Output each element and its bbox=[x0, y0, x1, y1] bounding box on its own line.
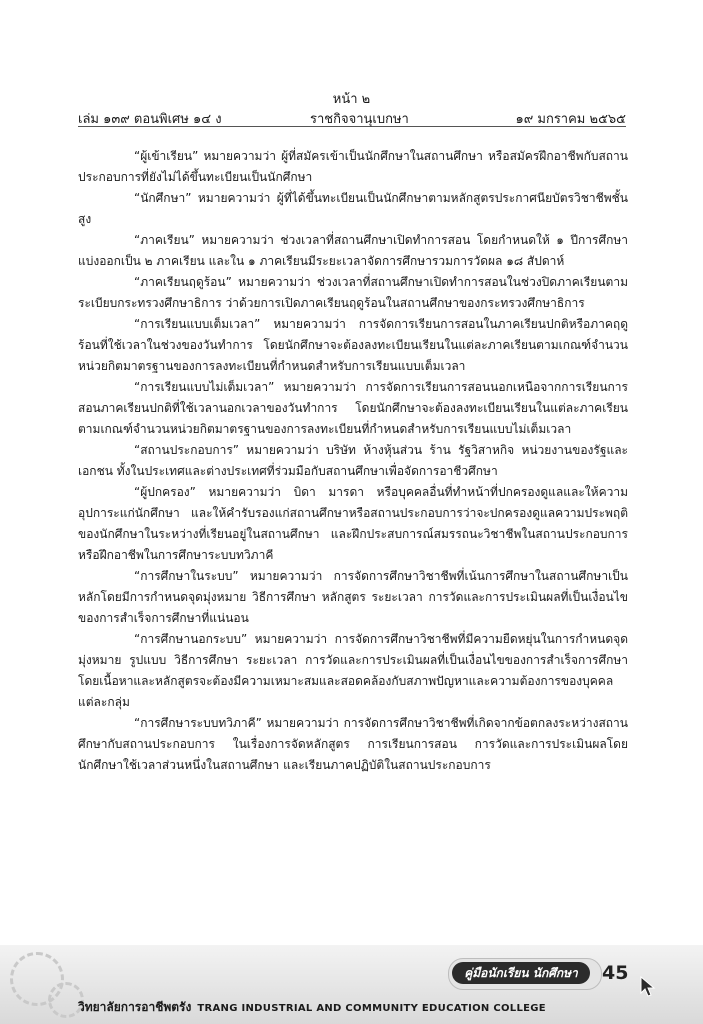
issue-date: ๑๙ มกราคม ๒๕๖๕ bbox=[515, 112, 626, 127]
college-name-thai: วิทยาลัยการอาชีพตรัง bbox=[78, 1000, 192, 1014]
document-body bbox=[78, 146, 628, 776]
definition-paragraph: “การเรียนแบบเต็มเวลา” หมายความว่า การจัดการเรียนการสอนในภาคเรียนปกติหรือภาคฤดูร้อนที่ใช้เวลาในช่วงของวันทำการ โดยนักศึกษาจะต้องลงทะเบียนเรียนในแต่ละภาคเรียนตามเกณฑ์จำนวนหน่วยกิตมาตรฐานของการลงทะเบียนที่กำหนดสำหรับการเรียนแบบเต็มเวลา bbox=[78, 317, 628, 373]
definition-paragraph: “การศึกษาระบบทวิภาคี” หมายความว่า การจัดการศึกษาวิชาชีพที่เกิดจากข้อตกลงระหว่างสถานศึกษากับสถานประกอบการ ในเรื่องการจัดหลักสูตร การเรียนการสอน การวัดและการประเมินผลโดยนักศึกษาใช้เวลาส่วนหนึ่งในสถานศึกษา และเรียนภาคปฏิบัติในสถานประกอบการ bbox=[78, 716, 628, 772]
gazette-name: ราชกิจจานุเบกษา bbox=[310, 112, 409, 127]
definition-paragraph: “สถานประกอบการ” หมายความว่า บริษัท ห้างหุ้นส่วน ร้าน รัฐวิสาหกิจ หน่วยงานของรัฐและเอกชน ทั้งในประเทศและต่างประเทศที่ร่วมมือกับสถานศึกษาเพื่อจัดการอาชีวศึกษา bbox=[78, 443, 628, 478]
definition-paragraph: “การศึกษานอกระบบ” หมายความว่า การจัดการศึกษาวิชาชีพที่มีความยืดหยุ่นในการกำหนดจุดมุ่งหมาย รูปแบบ วิธีการศึกษา ระยะเวลา การวัดและการประเมินผลที่เป็นเงื่อนไขของการสำเร็จการศึกษา โดยเนื้อหาและหลักสูตรจะต้องมีความเหมาะสมและสอดคล้องกับสภาพปัญหาและความต้องการของบุคคลแต่ละกลุ่ม bbox=[78, 632, 628, 709]
issue-info: เล่ม ๑๓๙ ตอนพิเศษ ๑๔ ง bbox=[78, 112, 222, 127]
handbook-title: คู่มือนักเรียน นักศึกษา bbox=[464, 966, 578, 980]
page-label: หน้า ๒ bbox=[332, 92, 371, 107]
page-number: 45 bbox=[602, 962, 629, 984]
definition-paragraph: “ผู้เข้าเรียน” หมายความว่า ผู้ที่สมัครเข้าเป็นนักศึกษาในสถานศึกษา หรือสมัครฝึกอาชีพกับสถานประกอบการที่ยังไม่ได้ขึ้นทะเบียนเป็นนักศึกษา bbox=[78, 149, 628, 184]
definition-paragraph: “ผู้ปกครอง” หมายความว่า บิดา มารดา หรือบุคคลอื่นที่ทำหน้าที่ปกครองดูแลและให้ความอุปการะแก่นักศึกษา และให้คำรับรองแก่สถานศึกษาหรือสถานประกอบการว่าจะปกครองดูแลความประพฤติของนักศึกษาในระหว่างที่เรียนอยู่ในสถานศึกษา และฝึกประสบการณ์สมรรถนะวิชาชีพในสถานประกอบการหรือฝึกอาชีพในการศึกษาระบบทวิภาคี bbox=[78, 485, 628, 562]
definition-paragraph: “การเรียนแบบไม่เต็มเวลา” หมายความว่า การจัดการเรียนการสอนนอกเหนือจากการเรียนการสอนภาคเรียนปกติที่ใช้เวลานอกเวลาของวันทำการ โดยนักศึกษาจะต้องลงทะเบียนเรียนในแต่ละภาคเรียนตามเกณฑ์จำนวนหน่วยกิตมาตรฐานของการลงทะเบียนที่กำหนดสำหรับการเรียนแบบไม่เต็มเวลา bbox=[78, 380, 628, 436]
definition-paragraph: “ภาคเรียน” หมายความว่า ช่วงเวลาที่สถานศึกษาเปิดทำการสอน โดยกำหนดให้ ๑ ปีการศึกษาแบ่งออกเป็น ๒ ภาคเรียน และใน ๑ ภาคเรียนมีระยะเวลาจัดการศึกษารวมการวัดผล ๑๘ สัปดาห์ bbox=[78, 233, 628, 268]
definition-paragraph: “การศึกษาในระบบ” หมายความว่า การจัดการศึกษาวิชาชีพที่เน้นการศึกษาในสถานศึกษาเป็นหลักโดยมีการกำหนดจุดมุ่งหมาย วิธีการศึกษา หลักสูตร ระยะเวลา การวัดและการประเมินผลที่เป็นเงื่อนไขของการสำเร็จการศึกษาที่แน่นอน bbox=[78, 569, 628, 625]
college-name-english: TRANG INDUSTRIAL AND COMMUNITY EDUCATION COLLEGE bbox=[197, 1003, 546, 1014]
college-name bbox=[78, 998, 678, 1016]
gazette-header bbox=[78, 108, 626, 127]
cursor-icon bbox=[640, 976, 658, 998]
definition-paragraph: “ภาคเรียนฤดูร้อน” หมายความว่า ช่วงเวลาที่สถานศึกษาเปิดทำการสอนในช่วงปิดภาคเรียนตามระเบียบกระทรวงศึกษาธิการ ว่าด้วยการเปิดภาคเรียนฤดูร้อนในสถานศึกษาของกระทรวงศึกษาธิการ bbox=[78, 275, 628, 310]
definition-paragraph: “นักศึกษา” หมายความว่า ผู้ที่ได้ขึ้นทะเบียนเป็นนักศึกษาตามหลักสูตรประกาศนียบัตรวิชาชีพชั้นสูง bbox=[78, 191, 628, 226]
